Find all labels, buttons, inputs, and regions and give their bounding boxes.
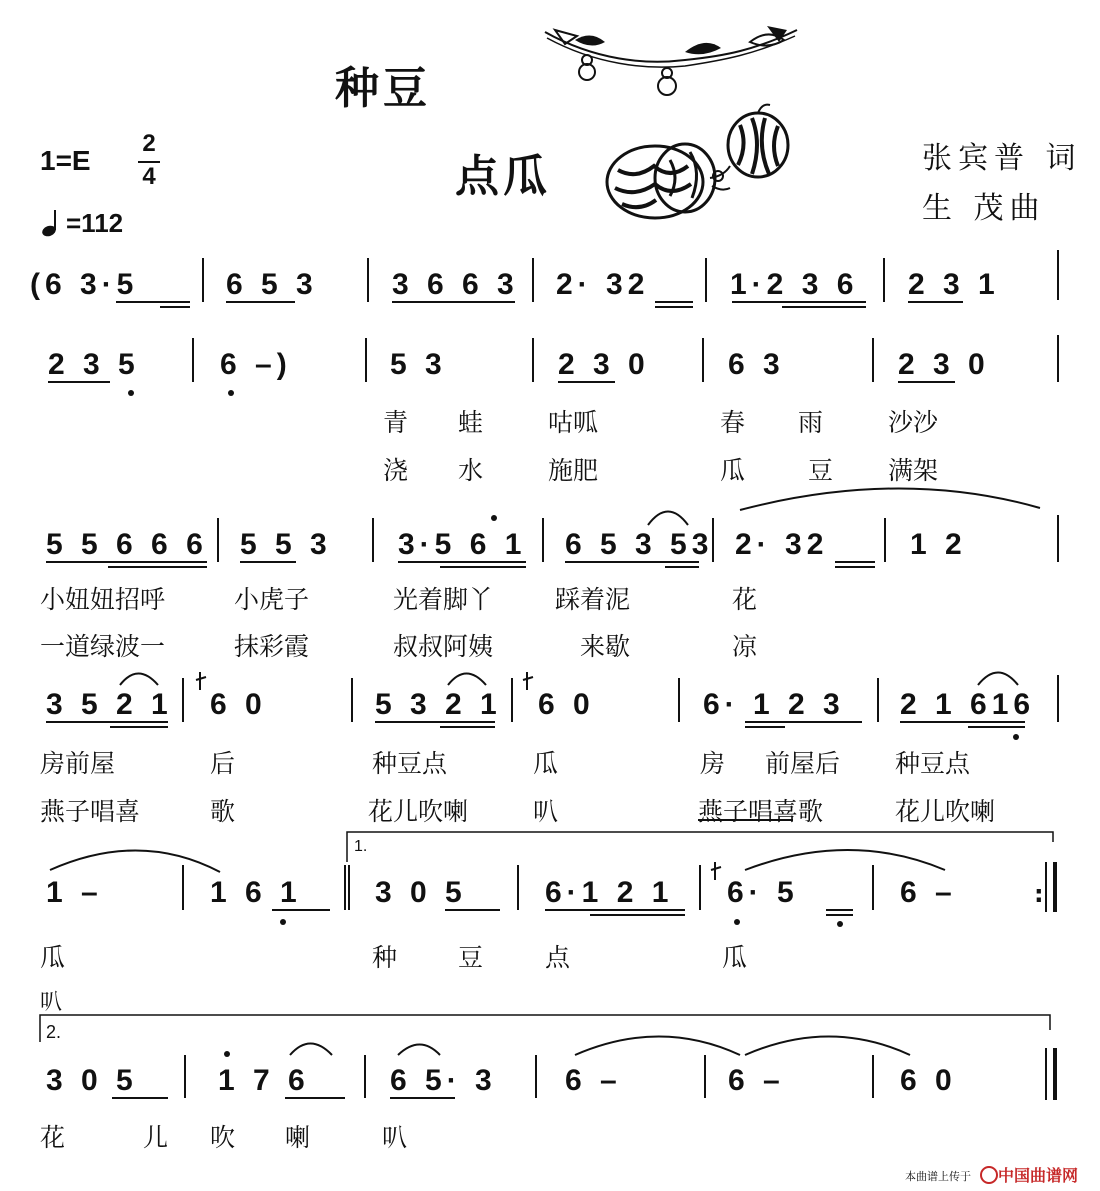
lyric-3b-3: 叔叔阿姨: [393, 632, 494, 661]
lyric-3a-2: 小虎子: [234, 585, 310, 614]
lyric-4a-2: 后: [210, 749, 236, 778]
composer-credit: 生 茂曲: [922, 191, 1046, 226]
site-logo-icon: [980, 1166, 998, 1184]
lyric-2b-4: 瓜: [720, 456, 746, 485]
lyric-4b-5: 燕子唱喜歌: [698, 797, 824, 826]
lyric-5a-2: 种: [372, 943, 398, 972]
measure-2-4: 2 3 0: [558, 348, 650, 381]
lyric-3a-3: 光着脚丫: [393, 585, 494, 614]
measure-1-3: 3 6 6 3: [392, 268, 519, 301]
lyric-6-5: 叭: [382, 1123, 408, 1152]
lyric-4b-4: 叭: [533, 797, 559, 826]
measure-3-3: 3·5 6 1: [398, 528, 527, 561]
lyric-6-2: 儿: [143, 1123, 169, 1152]
lyric-2b-2: 水: [458, 456, 484, 485]
measure-3-5: 2· 32: [735, 528, 829, 561]
lyric-6-4: 喇: [285, 1123, 311, 1152]
measure-2-6: 2 3 0: [898, 348, 990, 381]
measure-1-6: 2 3 1: [908, 268, 1000, 301]
site-name[interactable]: 中国曲谱网: [998, 1166, 1079, 1185]
lyric-2a-1: 青: [383, 408, 409, 437]
lyric-2a-4: 春: [720, 408, 746, 437]
lyric-5a-5: 瓜: [722, 943, 748, 972]
lyric-4a-1: 房前屋: [40, 749, 116, 778]
time-signature-bottom: 4: [142, 163, 156, 190]
lyric-3a-5: 花: [732, 585, 758, 614]
lyric-5a-4: 点: [545, 943, 571, 972]
volta-1-label: 1.: [354, 838, 368, 855]
lyric-4b-1: 燕子唱喜: [40, 797, 141, 826]
lyric-3a-1: 小妞妞招呼: [40, 585, 166, 614]
measure-2-1: 2 3 5: [48, 348, 140, 381]
key-signature: 1=E: [40, 145, 91, 176]
title-part1: 种豆: [335, 63, 431, 114]
measure-5-4: 6·1 2 1: [545, 876, 674, 909]
lyric-2a-3: 咕呱: [548, 408, 599, 437]
upload-note: 本曲谱上传于: [905, 1170, 971, 1183]
measure-5-5: 6· 5: [727, 876, 799, 909]
octave-dots: [128, 390, 1019, 1057]
measure-3-4: 6 5 3 53: [565, 528, 714, 561]
measure-6-6: 6 0: [900, 1064, 957, 1097]
measure-4-4: 6 0: [538, 688, 595, 721]
measure-2-2: 6 –): [220, 348, 292, 381]
measure-6-3: 6 5· 3: [390, 1064, 497, 1097]
measure-3-1: 5 5 6 6 6: [46, 528, 208, 561]
measure-3-6: 1 2: [910, 528, 967, 561]
tempo-marking: =112: [66, 208, 124, 238]
lyric-5a-1: 瓜: [40, 943, 66, 972]
measure-5-1: 1 –: [46, 876, 103, 909]
lyric-2b-5: 豆: [808, 456, 834, 485]
lyric-4b-2: 歌: [210, 797, 236, 826]
measure-1-2: 6 5 3: [226, 268, 318, 301]
lyric-3b-2: 抹彩霞: [234, 632, 310, 661]
measure-5-6: 6 –: [900, 876, 957, 909]
measure-1-5: 1·2 3 6: [730, 268, 859, 301]
lyric-4a-3: 种豆点: [372, 749, 448, 778]
lyric-2a-6: 沙沙: [888, 408, 939, 437]
measure-4-6: 2 1 616: [900, 688, 1036, 721]
lyric-5b-1: 叭: [40, 990, 63, 1015]
lyric-3b-1: 一道绿波一: [40, 632, 166, 661]
lyric-4b-6: 花儿吹喇: [895, 797, 996, 826]
measure-1-1: (6 3·5: [30, 268, 139, 301]
lyric-2b-1: 浇: [383, 456, 409, 485]
lyric-5a-3: 豆: [458, 943, 484, 972]
lyric-4a-4: 瓜: [533, 749, 559, 778]
measure-5-2: 1 6 1: [210, 876, 302, 909]
time-signature-top: 2: [142, 130, 156, 157]
measure-6-5: 6 –: [728, 1064, 785, 1097]
lyric-4a-7: 种豆点: [895, 749, 971, 778]
volta-2-label: 2.: [46, 1022, 62, 1042]
lyric-3a-4: 踩着泥: [555, 585, 631, 614]
measure-2-3: 5 3: [390, 348, 447, 381]
measure-4-3: 5 3 2 1: [375, 688, 502, 721]
repeat-end-dots: :: [1034, 880, 1044, 908]
measure-2-5: 6 3: [728, 348, 785, 381]
lyric-2b-3: 施肥: [548, 456, 599, 485]
measure-4-2: 6 0: [210, 688, 267, 721]
measure-6-2: 1 7 6: [218, 1064, 310, 1097]
measure-3-2: 5 5 3: [240, 528, 332, 561]
lyric-4a-6: 前屋后: [765, 749, 841, 778]
measure-1-4: 2· 32: [556, 268, 650, 301]
lyric-6-1: 花: [40, 1123, 66, 1152]
lyric-2a-5: 雨: [798, 408, 824, 437]
lyric-3b-5: 凉: [732, 632, 758, 661]
lyric-4b-3: 花儿吹喇: [368, 797, 469, 826]
lyric-2a-2: 蛙: [458, 408, 484, 437]
title-part2: 点瓜: [455, 151, 551, 202]
measure-4-1: 3 5 2 1: [46, 688, 173, 721]
measure-6-1: 3 0 5: [46, 1064, 138, 1097]
lyric-2b-6: 满架: [888, 456, 939, 485]
measure-5-3: 3 0 5: [375, 876, 467, 909]
lyric-3b-4: 来歇: [580, 632, 631, 661]
lyricist-credit: 张宾普 词: [922, 141, 1082, 176]
measure-6-4: 6 –: [565, 1064, 622, 1097]
volta-brackets: [40, 832, 1053, 1042]
measure-4-5: 6· 1 2 3: [703, 688, 845, 721]
lyric-6-3: 吹: [210, 1123, 236, 1152]
lyric-4a-5: 房: [700, 749, 726, 778]
